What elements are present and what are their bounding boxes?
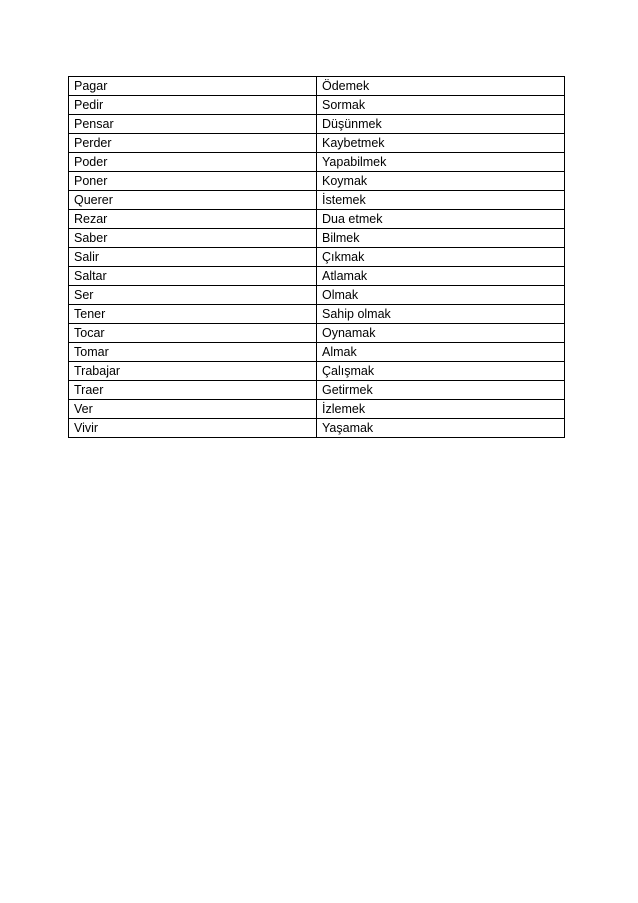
spanish-word-cell: Saltar bbox=[69, 267, 317, 286]
spanish-word-cell: Pensar bbox=[69, 115, 317, 134]
table-row bbox=[69, 115, 565, 134]
turkish-translation-cell: Oynamak bbox=[317, 324, 565, 343]
spanish-word-cell: Saber bbox=[69, 229, 317, 248]
turkish-translation-cell: Koymak bbox=[317, 172, 565, 191]
table-row bbox=[69, 267, 565, 286]
turkish-translation-cell: Almak bbox=[317, 343, 565, 362]
turkish-translation-cell: Bilmek bbox=[317, 229, 565, 248]
table-row bbox=[69, 419, 565, 438]
turkish-translation-cell: Dua etmek bbox=[317, 210, 565, 229]
table-row bbox=[69, 248, 565, 267]
spanish-word-cell: Traer bbox=[69, 381, 317, 400]
table-row bbox=[69, 96, 565, 115]
turkish-translation-cell: İzlemek bbox=[317, 400, 565, 419]
vocabulary-table-body bbox=[69, 77, 565, 438]
table-row bbox=[69, 305, 565, 324]
table-row bbox=[69, 153, 565, 172]
spanish-word-cell: Tener bbox=[69, 305, 317, 324]
turkish-translation-cell: Çalışmak bbox=[317, 362, 565, 381]
spanish-word-cell: Ver bbox=[69, 400, 317, 419]
turkish-translation-cell: Sahip olmak bbox=[317, 305, 565, 324]
turkish-translation-cell: Kaybetmek bbox=[317, 134, 565, 153]
turkish-translation-cell: Yapabilmek bbox=[317, 153, 565, 172]
table-row bbox=[69, 229, 565, 248]
spanish-word-cell: Rezar bbox=[69, 210, 317, 229]
table-row bbox=[69, 381, 565, 400]
table-row bbox=[69, 191, 565, 210]
table-row bbox=[69, 77, 565, 96]
table-row bbox=[69, 172, 565, 191]
spanish-word-cell: Pagar bbox=[69, 77, 317, 96]
table-row bbox=[69, 362, 565, 381]
spanish-word-cell: Poner bbox=[69, 172, 317, 191]
turkish-translation-cell: Atlamak bbox=[317, 267, 565, 286]
spanish-word-cell: Ser bbox=[69, 286, 317, 305]
turkish-translation-cell: Çıkmak bbox=[317, 248, 565, 267]
spanish-word-cell: Tomar bbox=[69, 343, 317, 362]
turkish-translation-cell: Sormak bbox=[317, 96, 565, 115]
turkish-translation-cell: İstemek bbox=[317, 191, 565, 210]
spanish-word-cell: Vivir bbox=[69, 419, 317, 438]
turkish-translation-cell: Olmak bbox=[317, 286, 565, 305]
spanish-word-cell: Perder bbox=[69, 134, 317, 153]
turkish-translation-cell: Ödemek bbox=[317, 77, 565, 96]
spanish-word-cell: Querer bbox=[69, 191, 317, 210]
table-row bbox=[69, 286, 565, 305]
spanish-word-cell: Pedir bbox=[69, 96, 317, 115]
turkish-translation-cell: Yaşamak bbox=[317, 419, 565, 438]
vocabulary-table bbox=[68, 76, 565, 438]
table-row bbox=[69, 134, 565, 153]
turkish-translation-cell: Düşünmek bbox=[317, 115, 565, 134]
spanish-word-cell: Tocar bbox=[69, 324, 317, 343]
table-row bbox=[69, 343, 565, 362]
spanish-word-cell: Trabajar bbox=[69, 362, 317, 381]
spanish-word-cell: Poder bbox=[69, 153, 317, 172]
table-row bbox=[69, 324, 565, 343]
spanish-word-cell: Salir bbox=[69, 248, 317, 267]
table-row bbox=[69, 400, 565, 419]
turkish-translation-cell: Getirmek bbox=[317, 381, 565, 400]
table-row bbox=[69, 210, 565, 229]
